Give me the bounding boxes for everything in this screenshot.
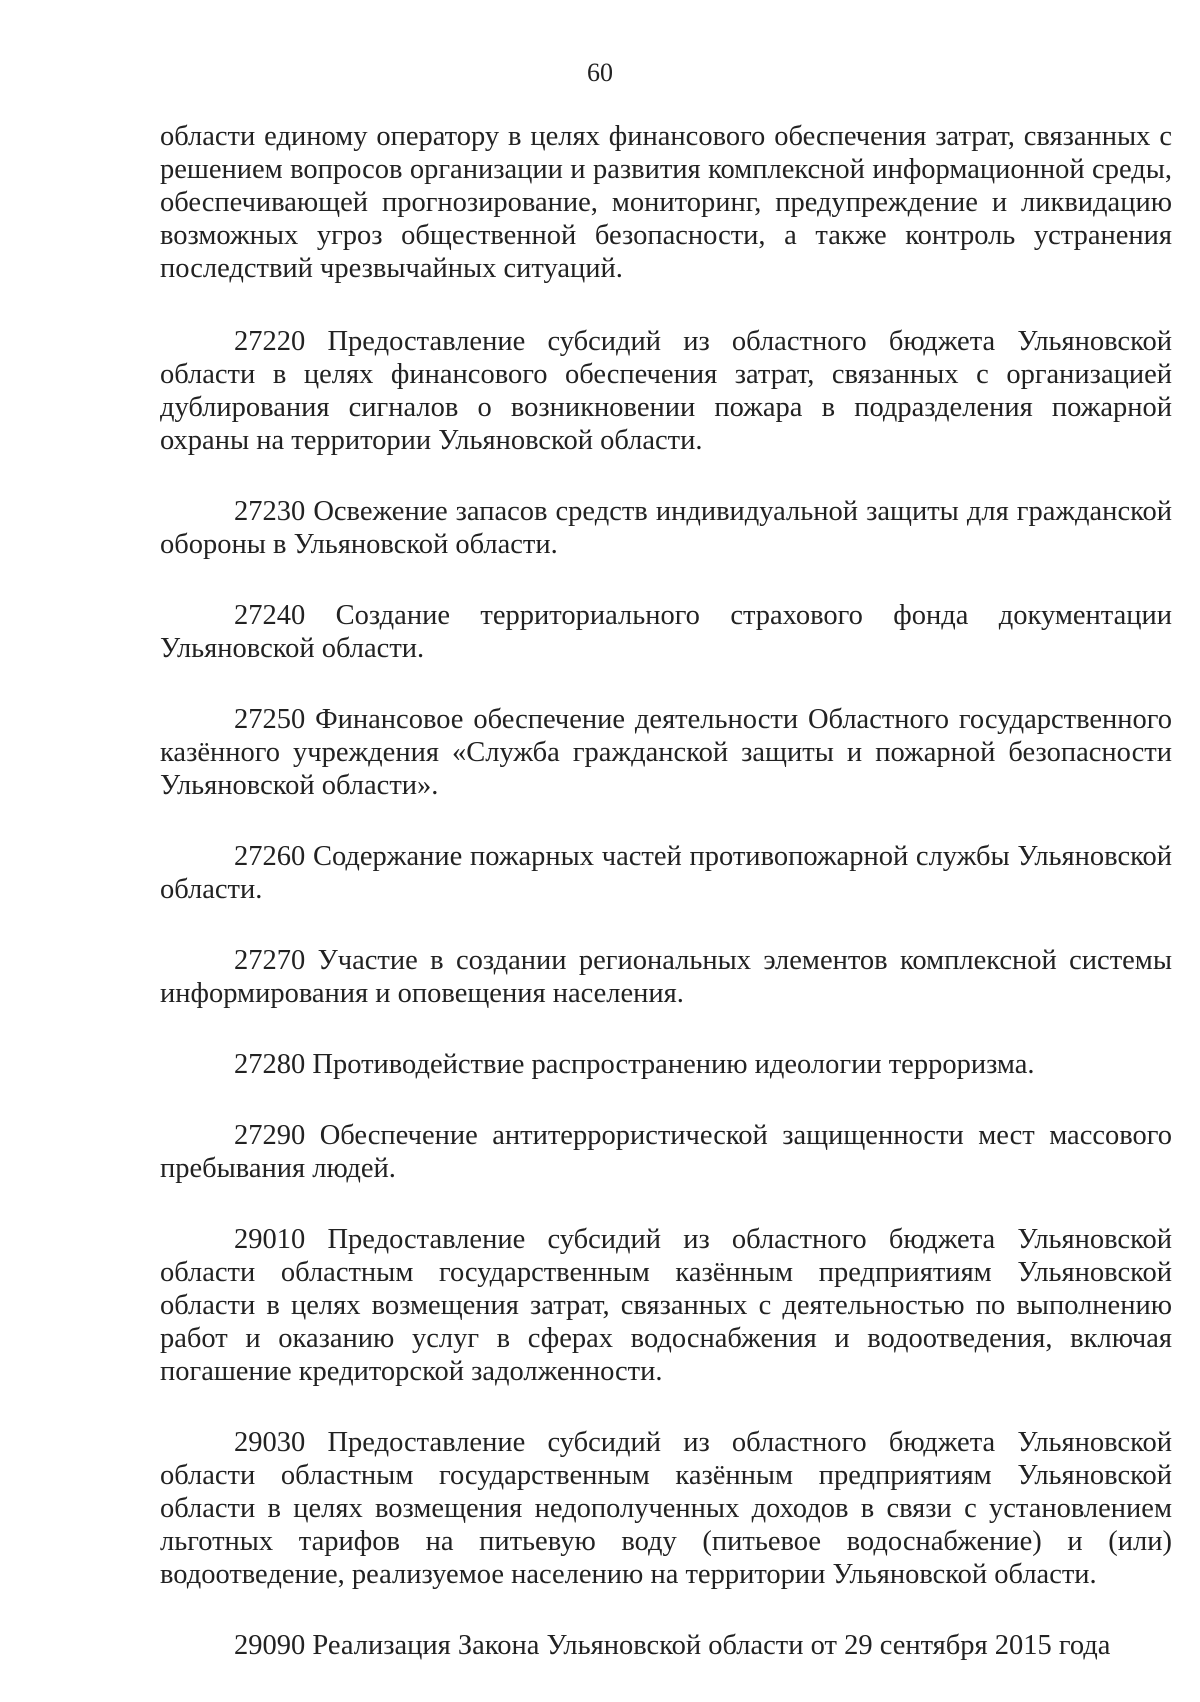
paragraph-27220: 27220 Предоставление субсидий из областного бюджета Ульяновской области в целях финансового обеспечения затрат, связанных с организацией дублирования сигналов о возникновении пожара в подразделения пожарной охраны на территории Ульяновской области.: [160, 326, 1172, 456]
paragraph-29010: 29010 Предоставление субсидий из областного бюджета Ульяновской области областным государственным казённым предприятиям Ульяновской области в целях возмещения затрат, связанных с деятельностью по выполнению работ и оказанию услуг в сферах водоснабжения и водоотведения, включая погашение кредиторской задолженности.: [160, 1224, 1172, 1387]
paragraph-29090: 29090 Реализация Закона Ульяновской области от 29 сентября 2015 года: [234, 1630, 1111, 1661]
paragraph-27280: 27280 Противодействие распространению идеологии терроризма.: [234, 1049, 1035, 1080]
document-body: [160, 120, 1172, 1662]
paragraph-27250: 27250 Финансовое обеспечение деятельности Областного государственного казённого учреждения «Служба гражданской защиты и пожарной безопасности Ульяновской области».: [160, 704, 1172, 801]
paragraph-27260: 27260 Содержание пожарных частей противопожарной службы Ульяновской области.: [160, 841, 1172, 905]
paragraph-27240: 27240 Создание территориального страхового фонда документации Ульяновской области.: [160, 600, 1172, 664]
paragraph-continuation: области единому оператору в целях финансового обеспечения затрат, связанных с решением вопросов организации и развития комплексной информационной среды, обеспечивающей прогнозирование, мониторинг, предупреждение и ликвидацию возможных угроз общественной безопасности, а также контроль устранения последствий чрезвычайных ситуаций.: [160, 121, 1172, 284]
paragraph-27270: 27270 Участие в создании региональных элементов комплексной системы информирования и оповещения населения.: [160, 945, 1172, 1009]
paragraph-29030: 29030 Предоставление субсидий из областного бюджета Ульяновской области областным государственным казённым предприятиям Ульяновской области в целях возмещения недополученных доходов в связи с установлением льготных тарифов на питьевую воду (питьевое водоснабжение) и (или) водоотведение, реализуемое населению на территории Ульяновской области.: [160, 1427, 1172, 1590]
paragraph-27290: 27290 Обеспечение антитеррористической защищенности мест массового пребывания людей.: [160, 1120, 1172, 1184]
page-number: 60: [587, 58, 613, 87]
paragraph-27230: 27230 Освежение запасов средств индивидуальной защиты для гражданской обороны в Ульяновской области.: [160, 496, 1172, 560]
